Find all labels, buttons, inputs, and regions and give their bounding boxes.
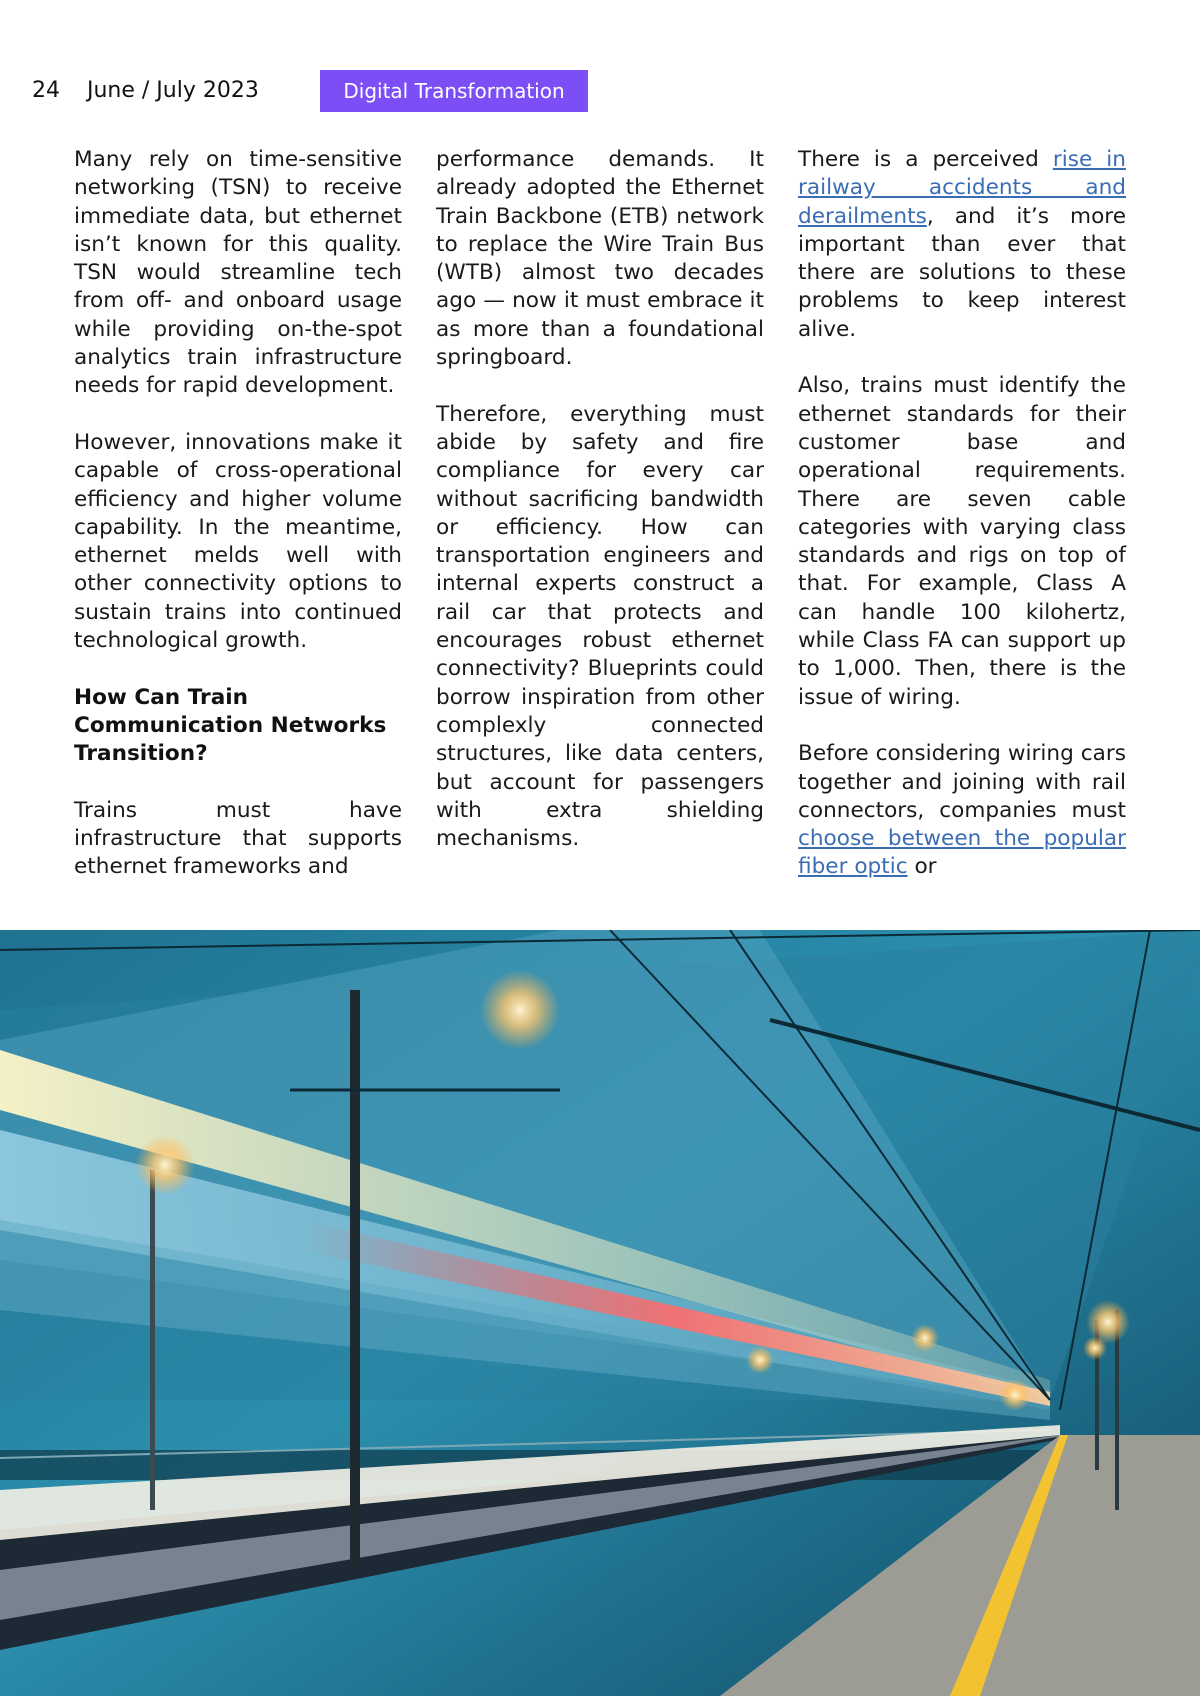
platform-lamp (135, 1135, 195, 1195)
text: There is a perceived (798, 147, 1053, 172)
railway-accidents-link[interactable]: rise in railway accidents and derailments (798, 147, 1126, 229)
text: , and it’s more important than ever that there are solutions to these problems to keep interest alive. (798, 203, 1126, 342)
section-heading: How Can Train Communication Networks Transition? (74, 684, 387, 767)
article-column-3 (798, 146, 1126, 882)
paragraph: performance demands. It already adopted the Ethernet Train Backbone (ETB) network to replace the Wire Train Bus (WTB) almost two decades ago — now it must embrace it as more than a foundational springboard. (436, 147, 764, 371)
paragraph: Trains must have infrastructure that supports ethernet frameworks and (74, 797, 402, 880)
train-photo (0, 930, 1200, 1696)
paragraph: Therefore, everything must abide by safety and fire compliance for every car without sacrificing bandwidth or efficiency. How can transportation engineers and internal experts construct a rail car that protects and encourages robust ethernet connectivity? Blueprints could borrow inspiration from other complexly connected structures, like data centers, but account for passengers with extra shielding mechanisms. (436, 401, 764, 852)
paragraph: Many rely on time-sensitive networking (TSN) to receive immediate data, but ethernet isn’t known for this quality. TSN would streamline tech from off- and onboard usage while providing on-the-spot analytics train infrastructure needs for rapid development. (74, 147, 402, 399)
article-column-1 (74, 146, 402, 882)
issue-date: June / July 2023 (87, 78, 259, 103)
text: or (907, 854, 937, 880)
fiber-optic-link[interactable]: choose between the popular fiber optic (798, 826, 1126, 880)
paragraph (798, 740, 1126, 881)
paragraph (798, 146, 1126, 344)
article-column-2 (436, 146, 764, 853)
text: Before considering wiring cars together and joining with rail connectors, companies must (798, 741, 1126, 823)
train-photo-illustration (0, 930, 1200, 1696)
paragraph: Also, trains must identify the ethernet standards for their customer base and operational requirements. There are seven cable categories with varying class standards and rigs on top of that. For example, Class A can handle 100 kilohertz, while Class FA can support up to 1,000. Then, there is the issue of wiring. (798, 373, 1126, 710)
section-tag: Digital Transformation (320, 70, 588, 112)
catenary-pole (350, 990, 360, 1570)
page-number: 24 (32, 78, 60, 103)
paragraph: However, innovations make it capable of cross-operational efficiency and higher volume capability. In the meantime, ethernet melds well with other connectivity options to sustain trains into continued technological growth. (74, 429, 402, 654)
